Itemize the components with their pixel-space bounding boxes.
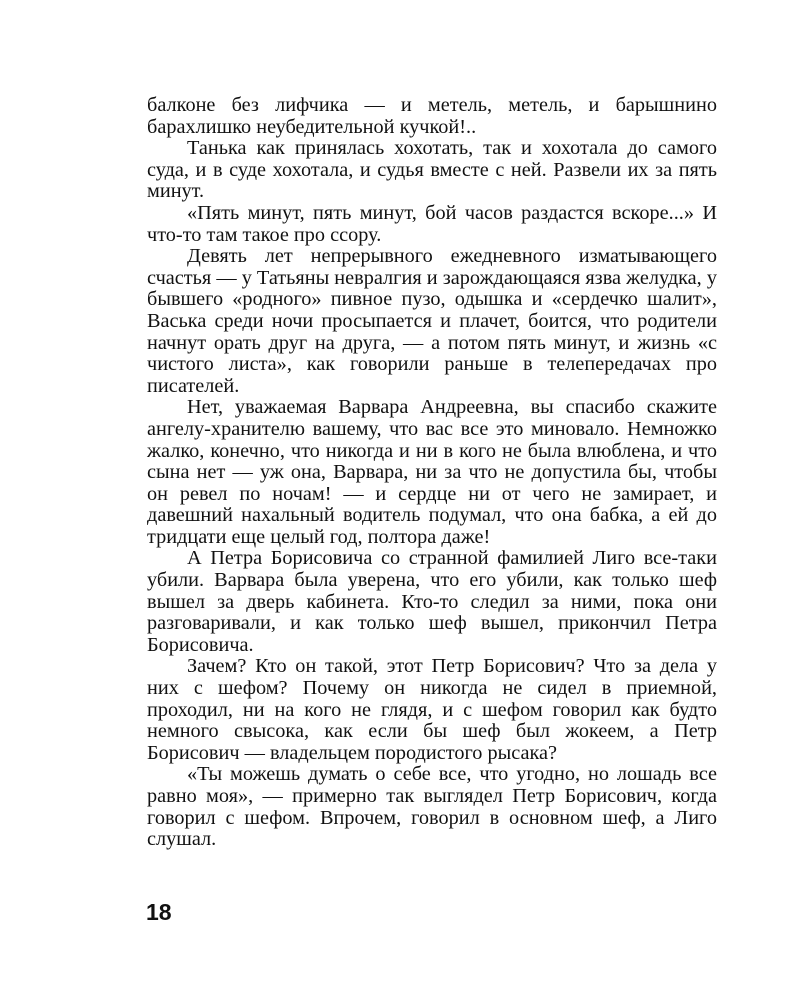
body-text xyxy=(147,95,717,851)
paragraph-3: «Пять минут, пять минут, бой часов раздастся вскоре...» И что-то там такое про ссору. xyxy=(147,201,717,246)
paragraph-8: «Ты можешь думать о себе все, что угодно, но лошадь все равно моя», — примерно так выглядел Петр Борисович, когда говорил с шефом. Впрочем, говорил в основном шеф, а Лиго слушал. xyxy=(147,763,717,851)
paragraph-7: Зачем? Кто он такой, этот Петр Борисович? Что за дела у них с шефом? Почему он никогда не сидел в приемной, проходил, ни на кого не глядя, и с шефом говорил как будто немного свысока, как если бы шеф был жокеем, а Петр Борисович — владельцем породистого рысака? xyxy=(147,655,717,764)
paragraph-1: балконе без лифчика — и метель, метель, и барышнино барахлишко неубедительной кучкой!.. xyxy=(147,94,717,138)
paragraph-5: Нет, уважаемая Варвара Андреевна, вы спасибо скажите ангелу-хранителю вашему, что вас все это миновало. Немножко жалко, конечно, что никогда и ни в кого не была влюблена, и что сына нет — уж она, Варвара, ни за что не допустила бы, чтобы он ревел по ночам! — и сердце ни от чего не замирает, и давешний нахальный водитель подумал, что она бабка, а ей до тридцати еще целый год, полтора даже! xyxy=(147,396,717,548)
paragraph-6: А Петра Борисовича со странной фамилией Лиго все-таки убили. Варвара была уверена, что его убили, как только шеф вышел за дверь кабинета. Кто-то следил за ними, пока они разговаривали, и как только шеф вышел, прикончил Петра Борисовича. xyxy=(147,547,717,656)
page-number: 18 xyxy=(146,899,172,925)
paragraph-4: Девять лет непрерывного ежедневного изматывающего счастья — у Татьяны невралгия и зарождающаяся язва желудка, у бывшего «родного» пивное пузо, одышка и «сердечко шалит», Васька среди ночи просыпается и плачет, боится, что родители начнут орать друг на друга, — а потом пять минут, и жизнь «с чистого листа», как говорили раньше в телепередачах про писателей. xyxy=(147,245,717,397)
paragraph-2: Танька как принялась хохотать, так и хохотала до самого суда, и в суде хохотала, и судья вместе с ней. Развели их за пять минут. xyxy=(147,137,717,203)
